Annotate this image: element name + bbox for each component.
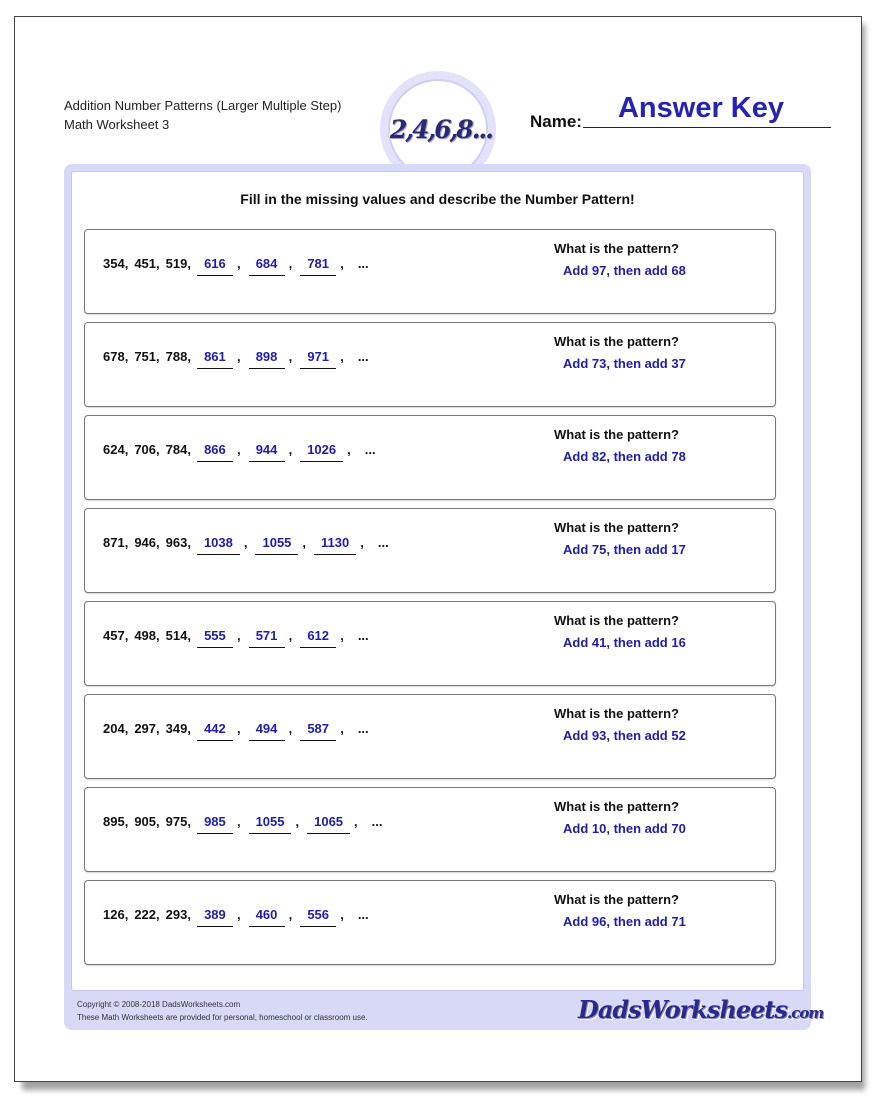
pattern-question: What is the pattern? <box>554 520 679 535</box>
instructions: Fill in the missing values and describe the Number Pattern! <box>240 191 635 207</box>
given-number: 457, <box>103 628 129 643</box>
answer-blank[interactable]: 612 <box>300 628 336 648</box>
copyright-text: Copyright © 2008-2018 DadsWorksheets.com <box>77 1000 241 1009</box>
given-number: 706, <box>134 442 160 457</box>
given-number: 751, <box>134 349 160 364</box>
answer-blank[interactable]: 494 <box>249 721 285 741</box>
separator: , <box>236 721 241 736</box>
given-number: 349, <box>165 721 191 736</box>
answer-blank[interactable]: 985 <box>197 814 233 834</box>
answer-blank[interactable]: 781 <box>300 256 336 276</box>
given-number: 514, <box>165 628 191 643</box>
answer-blank[interactable]: 555 <box>197 628 233 648</box>
problem-box <box>84 322 776 407</box>
pattern-question: What is the pattern? <box>554 892 679 907</box>
number-sequence <box>103 256 369 276</box>
problem-box <box>84 880 776 965</box>
given-number: 498, <box>134 628 160 643</box>
number-sequence <box>103 349 369 369</box>
answer-blank[interactable]: 460 <box>249 907 285 927</box>
brand-name: DadsWorksheets <box>578 995 788 1024</box>
given-number: 204, <box>103 721 129 736</box>
number-sequence <box>103 442 376 462</box>
given-number: 905, <box>134 814 160 829</box>
problem-box <box>84 415 776 500</box>
ellipsis: ... <box>357 907 369 922</box>
pattern-answer[interactable]: Add 96, then add 71 <box>563 914 686 929</box>
footer-copyright <box>77 998 368 1024</box>
separator: , <box>354 814 358 829</box>
given-number: 784, <box>165 442 191 457</box>
answer-blank[interactable]: 442 <box>197 721 233 741</box>
brand-logo[interactable] <box>578 995 823 1024</box>
separator: , <box>302 535 307 550</box>
ellipsis: ... <box>357 256 369 271</box>
pattern-answer[interactable]: Add 75, then add 17 <box>563 542 686 557</box>
given-number: 788, <box>165 349 191 364</box>
answer-blank[interactable]: 971 <box>300 349 336 369</box>
answer-blank[interactable]: 944 <box>249 442 285 462</box>
pattern-answer[interactable]: Add 97, then add 68 <box>563 263 686 278</box>
separator: , <box>288 256 293 271</box>
problem-box <box>84 694 776 779</box>
pattern-question: What is the pattern? <box>554 706 679 721</box>
separator: , <box>340 907 344 922</box>
separator: , <box>236 628 241 643</box>
given-number: 297, <box>134 721 160 736</box>
separator: , <box>340 721 344 736</box>
given-number: 678, <box>103 349 129 364</box>
answer-blank[interactable]: 684 <box>249 256 285 276</box>
number-sequence <box>103 628 369 648</box>
pattern-answer[interactable]: Add 73, then add 37 <box>563 356 686 371</box>
separator: , <box>236 349 241 364</box>
answer-blank[interactable]: 1038 <box>197 535 240 555</box>
logo-text: 2,4,6,8... <box>390 115 492 144</box>
ellipsis: ... <box>357 349 369 364</box>
pattern-question: What is the pattern? <box>554 799 679 814</box>
ellipsis: ... <box>364 442 376 457</box>
separator: , <box>236 442 241 457</box>
problem-box <box>84 229 776 314</box>
answer-blank[interactable]: 1065 <box>307 814 350 834</box>
given-number: 451, <box>134 256 160 271</box>
ellipsis: ... <box>377 535 389 550</box>
pattern-answer[interactable]: Add 93, then add 52 <box>563 728 686 743</box>
separator: , <box>288 349 293 364</box>
pattern-answer[interactable]: Add 82, then add 78 <box>563 449 686 464</box>
answer-blank[interactable]: 898 <box>249 349 285 369</box>
title-line-2: Math Worksheet 3 <box>64 117 170 132</box>
separator: , <box>340 628 344 643</box>
answer-blank[interactable]: 861 <box>197 349 233 369</box>
given-number: 871, <box>103 535 129 550</box>
separator: , <box>236 814 241 829</box>
pattern-question: What is the pattern? <box>554 334 679 349</box>
number-sequence <box>103 721 369 741</box>
given-number: 895, <box>103 814 129 829</box>
separator: , <box>360 535 364 550</box>
ellipsis: ... <box>357 628 369 643</box>
answer-blank[interactable]: 866 <box>197 442 233 462</box>
answer-blank[interactable]: 1055 <box>249 814 292 834</box>
number-sequence <box>103 907 369 927</box>
name-label: Name: <box>530 112 582 131</box>
pattern-question: What is the pattern? <box>554 427 679 442</box>
given-number: 126, <box>103 907 129 922</box>
worksheet-title <box>64 96 341 134</box>
separator: , <box>347 442 351 457</box>
title-line-1: Addition Number Patterns (Larger Multiple Step) <box>64 98 342 113</box>
separator: , <box>236 256 241 271</box>
separator: , <box>243 535 248 550</box>
pattern-answer[interactable]: Add 10, then add 70 <box>563 821 686 836</box>
given-number: 293, <box>165 907 191 922</box>
separator: , <box>288 721 293 736</box>
answer-blank[interactable]: 1026 <box>300 442 343 462</box>
pattern-answer[interactable]: Add 41, then add 16 <box>563 635 686 650</box>
pattern-question: What is the pattern? <box>554 241 679 256</box>
separator: , <box>288 442 293 457</box>
ellipsis: ... <box>357 721 369 736</box>
given-number: 222, <box>134 907 160 922</box>
given-number: 975, <box>165 814 191 829</box>
number-sequence <box>103 814 383 834</box>
separator: , <box>288 628 293 643</box>
pattern-question: What is the pattern? <box>554 613 679 628</box>
given-number: 624, <box>103 442 129 457</box>
brand-suffix: .com <box>787 1004 824 1022</box>
problem-box <box>84 787 776 872</box>
answer-blank[interactable]: 389 <box>197 907 233 927</box>
problem-box <box>84 508 776 593</box>
usage-text: These Math Worksheets are provided for personal, homeschool or classroom use. <box>77 1013 368 1022</box>
answer-blank[interactable]: 587 <box>300 721 336 741</box>
given-number: 519, <box>165 256 191 271</box>
problem-box <box>84 601 776 686</box>
answer-key-heading: Answer Key <box>617 92 784 124</box>
given-number: 946, <box>134 535 160 550</box>
answer-blank[interactable]: 556 <box>300 907 336 927</box>
separator: , <box>295 814 300 829</box>
given-number: 354, <box>103 256 129 271</box>
answer-blank[interactable]: 571 <box>249 628 285 648</box>
number-sequence <box>103 535 389 555</box>
answer-blank[interactable]: 616 <box>197 256 233 276</box>
given-number: 963, <box>165 535 191 550</box>
separator: , <box>340 349 344 364</box>
ellipsis: ... <box>371 814 383 829</box>
separator: , <box>236 907 241 922</box>
separator: , <box>288 907 293 922</box>
answer-blank[interactable]: 1055 <box>255 535 298 555</box>
answer-blank[interactable]: 1130 <box>314 535 356 555</box>
name-underline <box>583 127 831 128</box>
separator: , <box>340 256 344 271</box>
